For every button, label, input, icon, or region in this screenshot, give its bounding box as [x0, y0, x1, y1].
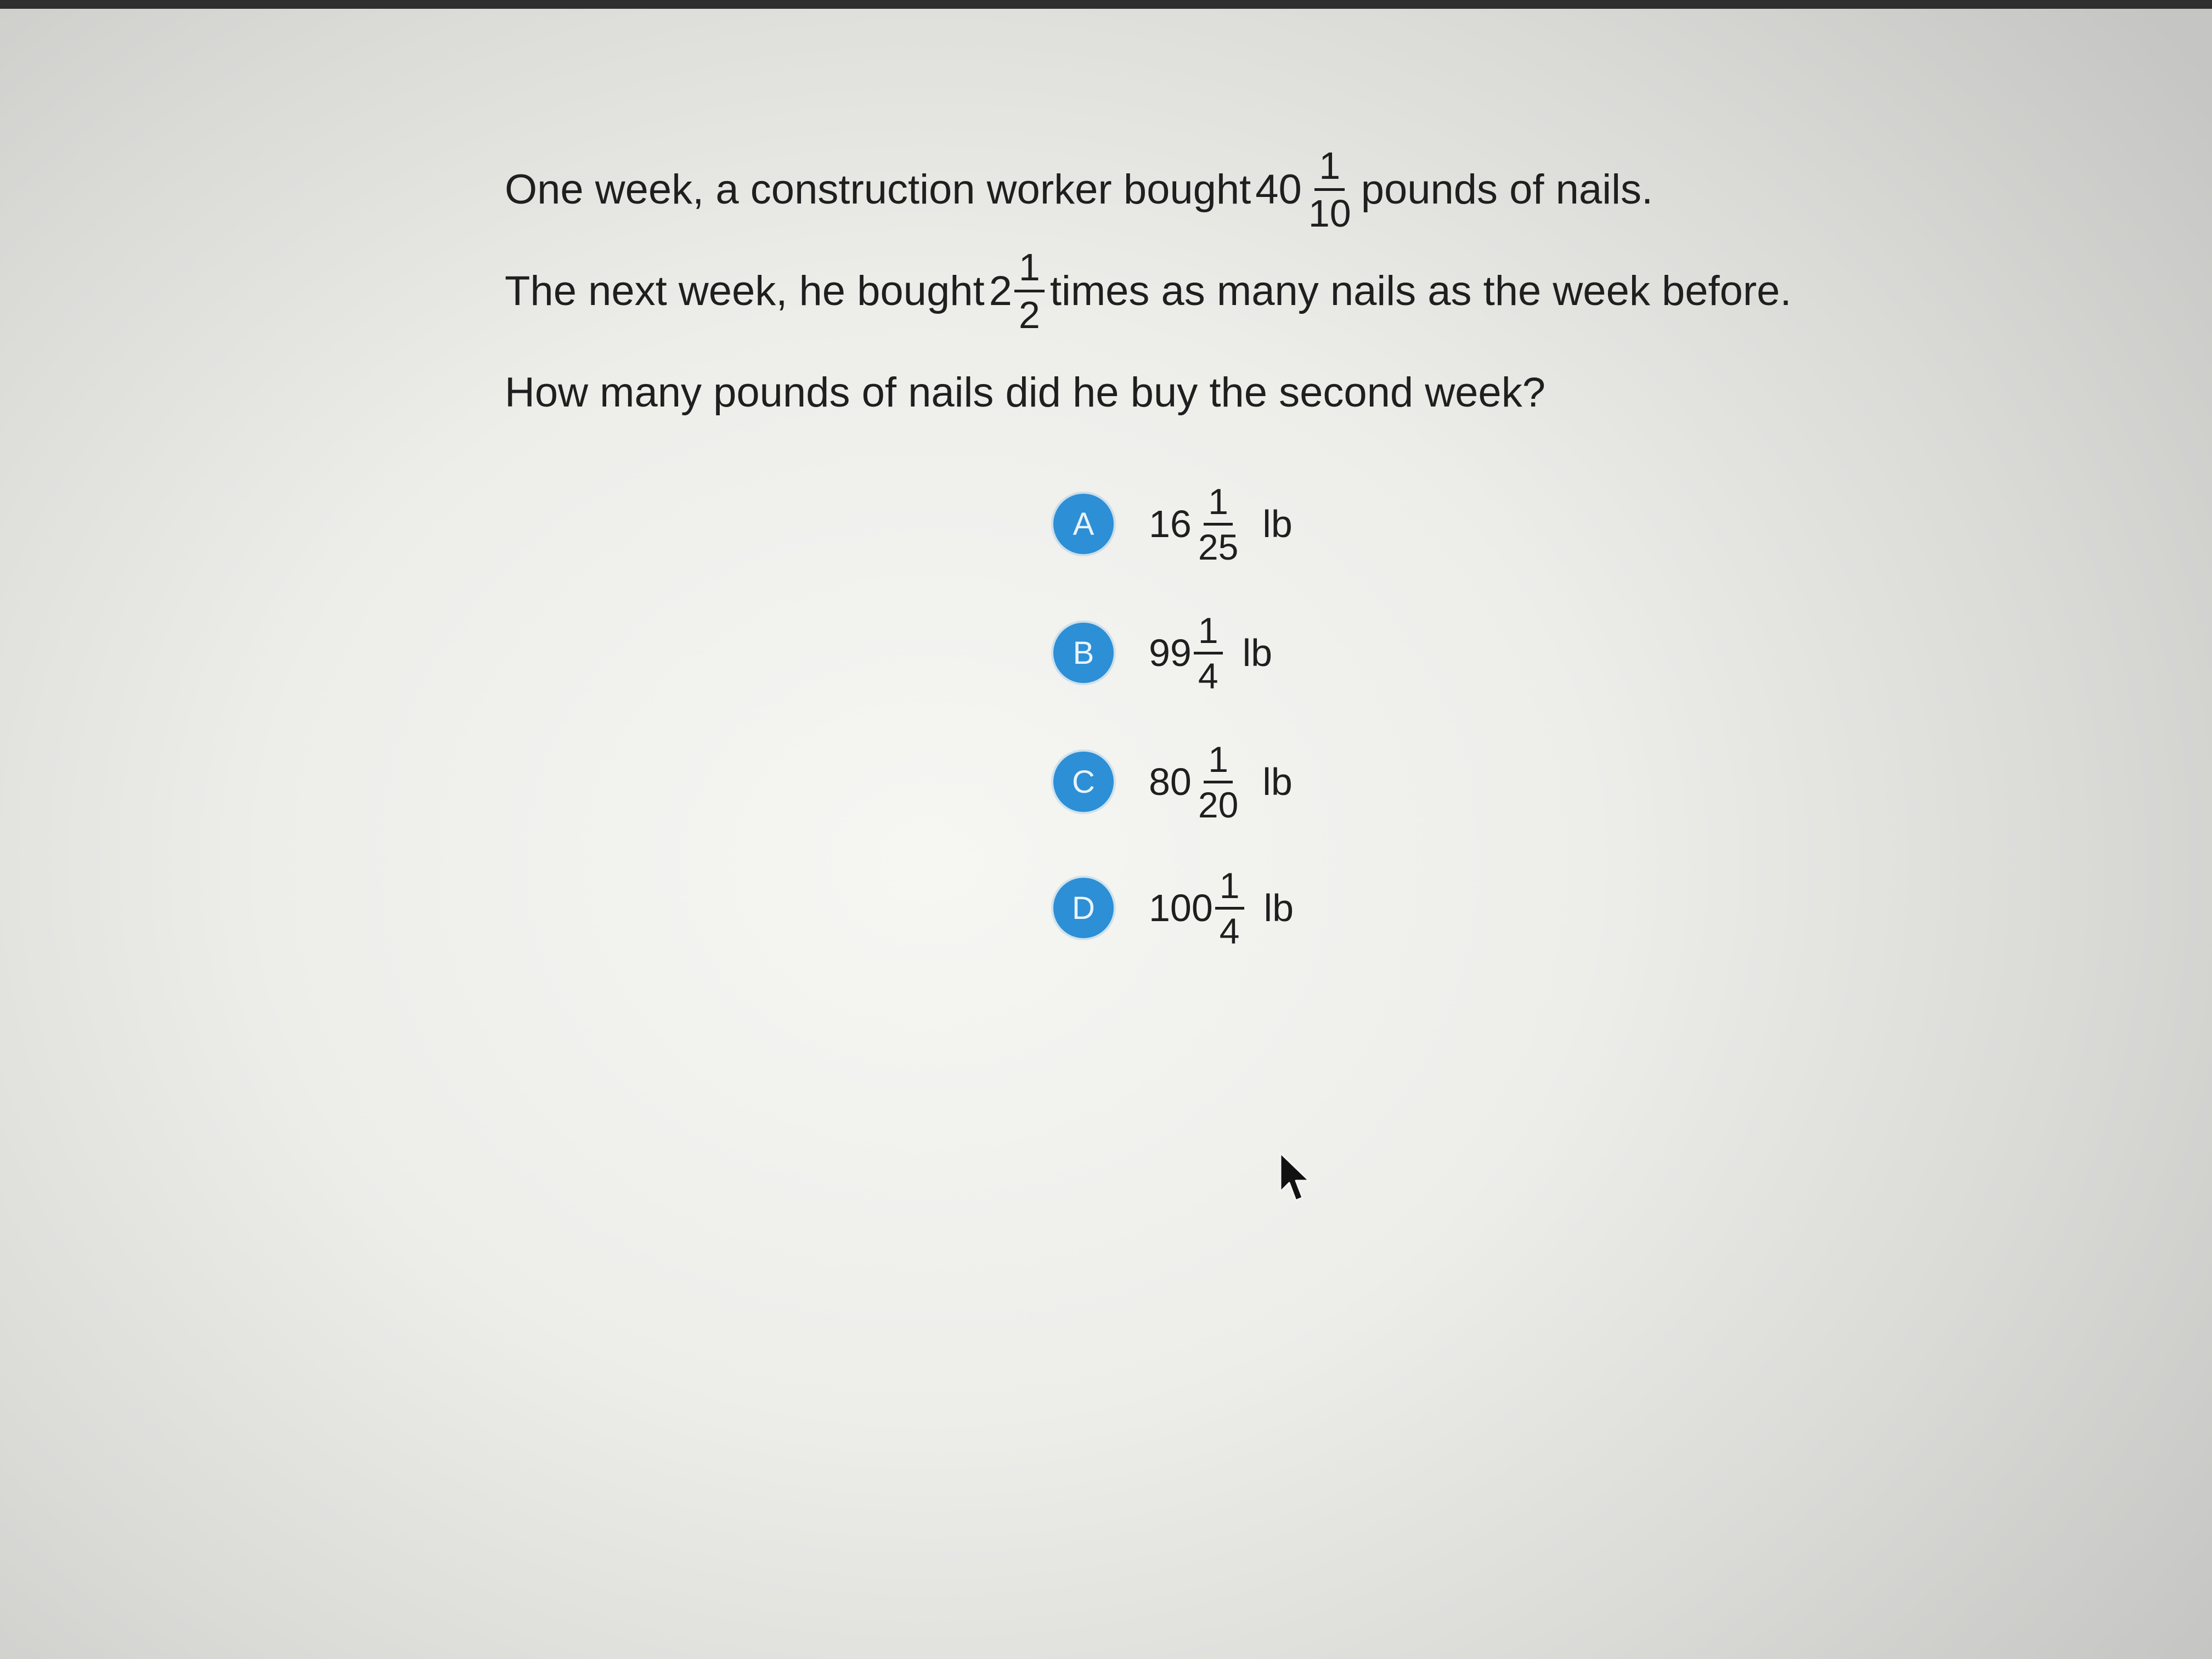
mixed-number-whole: 100 — [1149, 887, 1213, 929]
choice-b[interactable] — [1053, 606, 1272, 699]
question-line-1 — [505, 144, 1654, 235]
question-line-2 — [505, 245, 1792, 336]
question-line-2-tail: times as many nails as the week before. — [1049, 267, 1792, 314]
fraction-denominator: 20 — [1198, 784, 1239, 825]
mixed-number-whole: 16 — [1149, 503, 1192, 545]
fraction-numerator: 1 — [1204, 741, 1233, 783]
mixed-number-whole: 40 — [1255, 166, 1302, 213]
choice-a-unit: lb — [1262, 503, 1293, 545]
fraction-numerator: 1 — [1194, 612, 1223, 654]
fraction-denominator: 2 — [1018, 293, 1040, 336]
question-line-1-text: One week, a construction worker bought — [505, 166, 1251, 213]
mixed-number-whole: 99 — [1149, 631, 1192, 674]
fraction-numerator: 1 — [1314, 146, 1345, 191]
question-prompt: How many pounds of nails did he buy the second week? — [505, 369, 1545, 416]
mixed-number-whole: 2 — [989, 267, 1012, 314]
choice-c-value — [1149, 738, 1243, 825]
choice-b-value — [1149, 612, 1223, 694]
choice-d-unit: lb — [1263, 887, 1294, 929]
choice-b-bubble[interactable]: B — [1053, 623, 1114, 683]
choice-d-value — [1149, 867, 1244, 949]
choice-c-bubble[interactable]: C — [1053, 752, 1114, 812]
choice-c-unit: lb — [1262, 760, 1293, 803]
fraction — [1194, 738, 1243, 825]
question-line-1-tail: pounds of nails. — [1361, 166, 1654, 213]
choice-c[interactable] — [1053, 735, 1293, 828]
fraction-denominator: 10 — [1308, 191, 1351, 235]
mouse-pointer-icon — [1279, 1152, 1312, 1203]
screen-top-bezel — [0, 0, 2212, 9]
fraction — [1304, 146, 1356, 233]
fraction — [1215, 867, 1244, 949]
mixed-number-whole: 80 — [1149, 760, 1192, 803]
fraction — [1194, 483, 1243, 565]
fraction-denominator: 4 — [1198, 655, 1218, 696]
choice-d-bubble[interactable]: D — [1053, 878, 1114, 938]
fraction — [1194, 612, 1223, 694]
fraction-numerator: 1 — [1204, 483, 1233, 526]
fraction — [1014, 245, 1045, 336]
fraction-numerator: 1 — [1215, 867, 1244, 910]
choice-a-bubble[interactable]: A — [1053, 494, 1114, 554]
fraction-numerator: 1 — [1014, 248, 1045, 292]
mixed-number-2-1-2 — [989, 245, 1045, 336]
choice-a[interactable] — [1053, 477, 1293, 571]
fraction-denominator: 4 — [1219, 910, 1240, 951]
choice-a-value — [1149, 483, 1243, 565]
mixed-number-40-1-10 — [1255, 146, 1355, 233]
choice-d[interactable] — [1053, 861, 1294, 955]
fraction-denominator: 25 — [1198, 526, 1239, 567]
choice-b-unit: lb — [1242, 631, 1273, 674]
question-line-2-text: The next week, he bought — [505, 267, 985, 314]
question-line-3 — [505, 351, 1545, 433]
